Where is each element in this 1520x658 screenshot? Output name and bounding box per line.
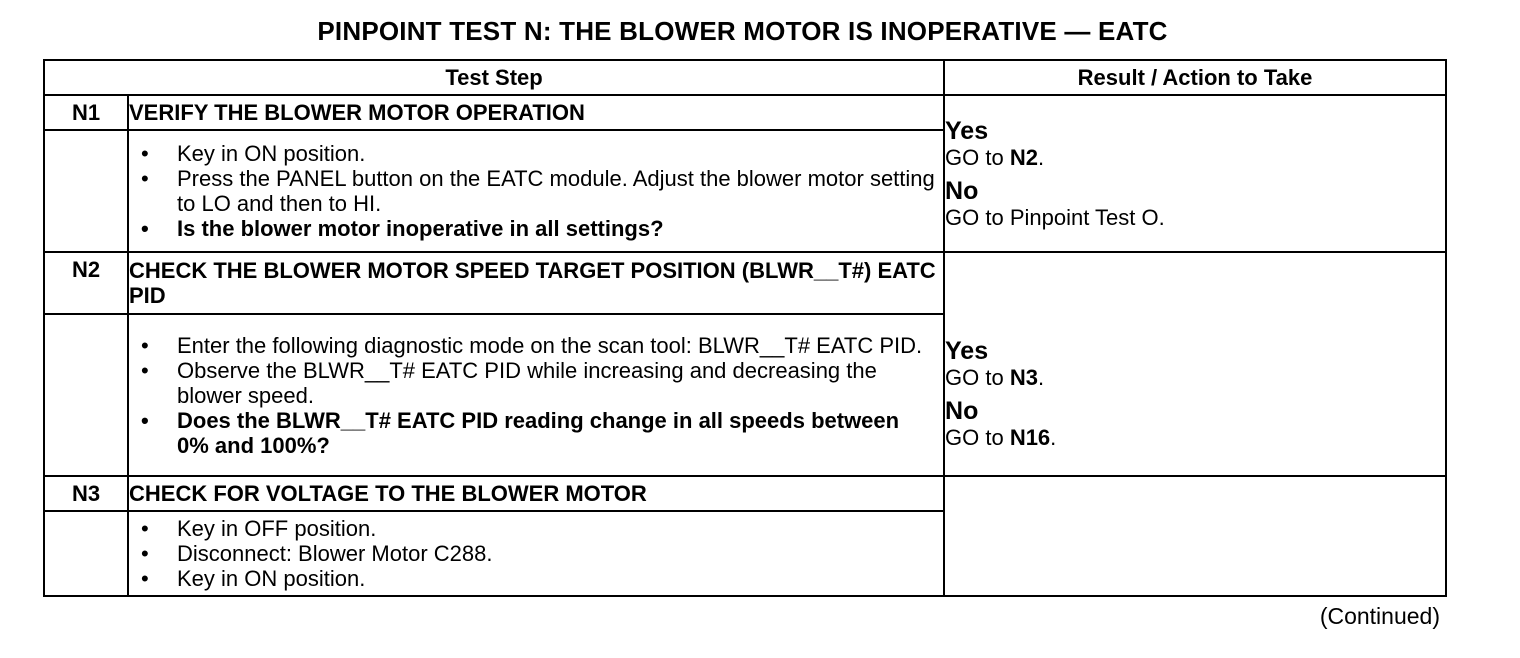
yes-label: Yes <box>945 116 989 145</box>
step-instructions <box>128 130 944 252</box>
step-instructions <box>128 314 944 476</box>
yes-action: GO to N2. <box>945 144 1045 170</box>
step-n2-result <box>944 252 1446 476</box>
no-action: GO to Pinpoint Test O. <box>945 204 1165 230</box>
no-label: No <box>945 176 979 205</box>
step-heading: CHECK FOR VOLTAGE TO THE BLOWER MOTOR <box>128 476 944 511</box>
list-item: • Disconnect: Blower Motor C288. <box>129 541 943 566</box>
step-heading: VERIFY THE BLOWER MOTOR OPERATION <box>128 95 944 130</box>
result-action-header: Result / Action to Take <box>944 60 1446 95</box>
step-n3-heading-row <box>44 476 1446 511</box>
list-item: • Key in ON position. <box>129 566 943 591</box>
step-heading: CHECK THE BLOWER MOTOR SPEED TARGET POSITION (BLWR__T#) EATC PID <box>128 252 944 314</box>
list-item: • Observe the BLWR__T# EATC PID while increasing and decreasing the blower speed. <box>129 358 923 408</box>
step-n3-result <box>944 476 1446 596</box>
continued-note: (Continued) <box>1319 603 1440 629</box>
yes-label: Yes <box>945 337 989 365</box>
no-action: GO to N16. <box>945 425 1057 450</box>
step-n1-heading-row <box>44 95 1446 130</box>
yes-action: GO to N3. <box>945 365 1045 390</box>
test-step-header: Test Step <box>44 60 944 95</box>
list-item: • Press the PANEL button on the EATC module. Adjust the blower motor setting to LO and then to HI. <box>129 166 943 216</box>
list-item: • Key in ON position. <box>129 141 943 166</box>
page-title: PINPOINT TEST N: THE BLOWER MOTOR IS INOPERATIVE — EATC <box>317 16 1168 46</box>
step-question: • Is the blower motor inoperative in all settings? <box>129 216 943 241</box>
step-id: N1 <box>44 95 128 130</box>
step-n1-result <box>944 95 1446 252</box>
step-question: • Does the BLWR__T# EATC PID reading change in all speeds between 0% and 100%? <box>129 408 923 458</box>
step-id: N3 <box>44 476 128 511</box>
list-item: • Enter the following diagnostic mode on the scan tool: BLWR__T# EATC PID. <box>129 333 923 358</box>
list-item: • Key in OFF position. <box>129 516 943 541</box>
table-header-row <box>44 60 1446 95</box>
pinpoint-test-table <box>43 59 1447 597</box>
no-label: No <box>945 397 979 425</box>
step-instructions <box>128 511 944 596</box>
step-id: N2 <box>44 252 128 314</box>
step-n2-heading-row <box>44 252 1446 314</box>
